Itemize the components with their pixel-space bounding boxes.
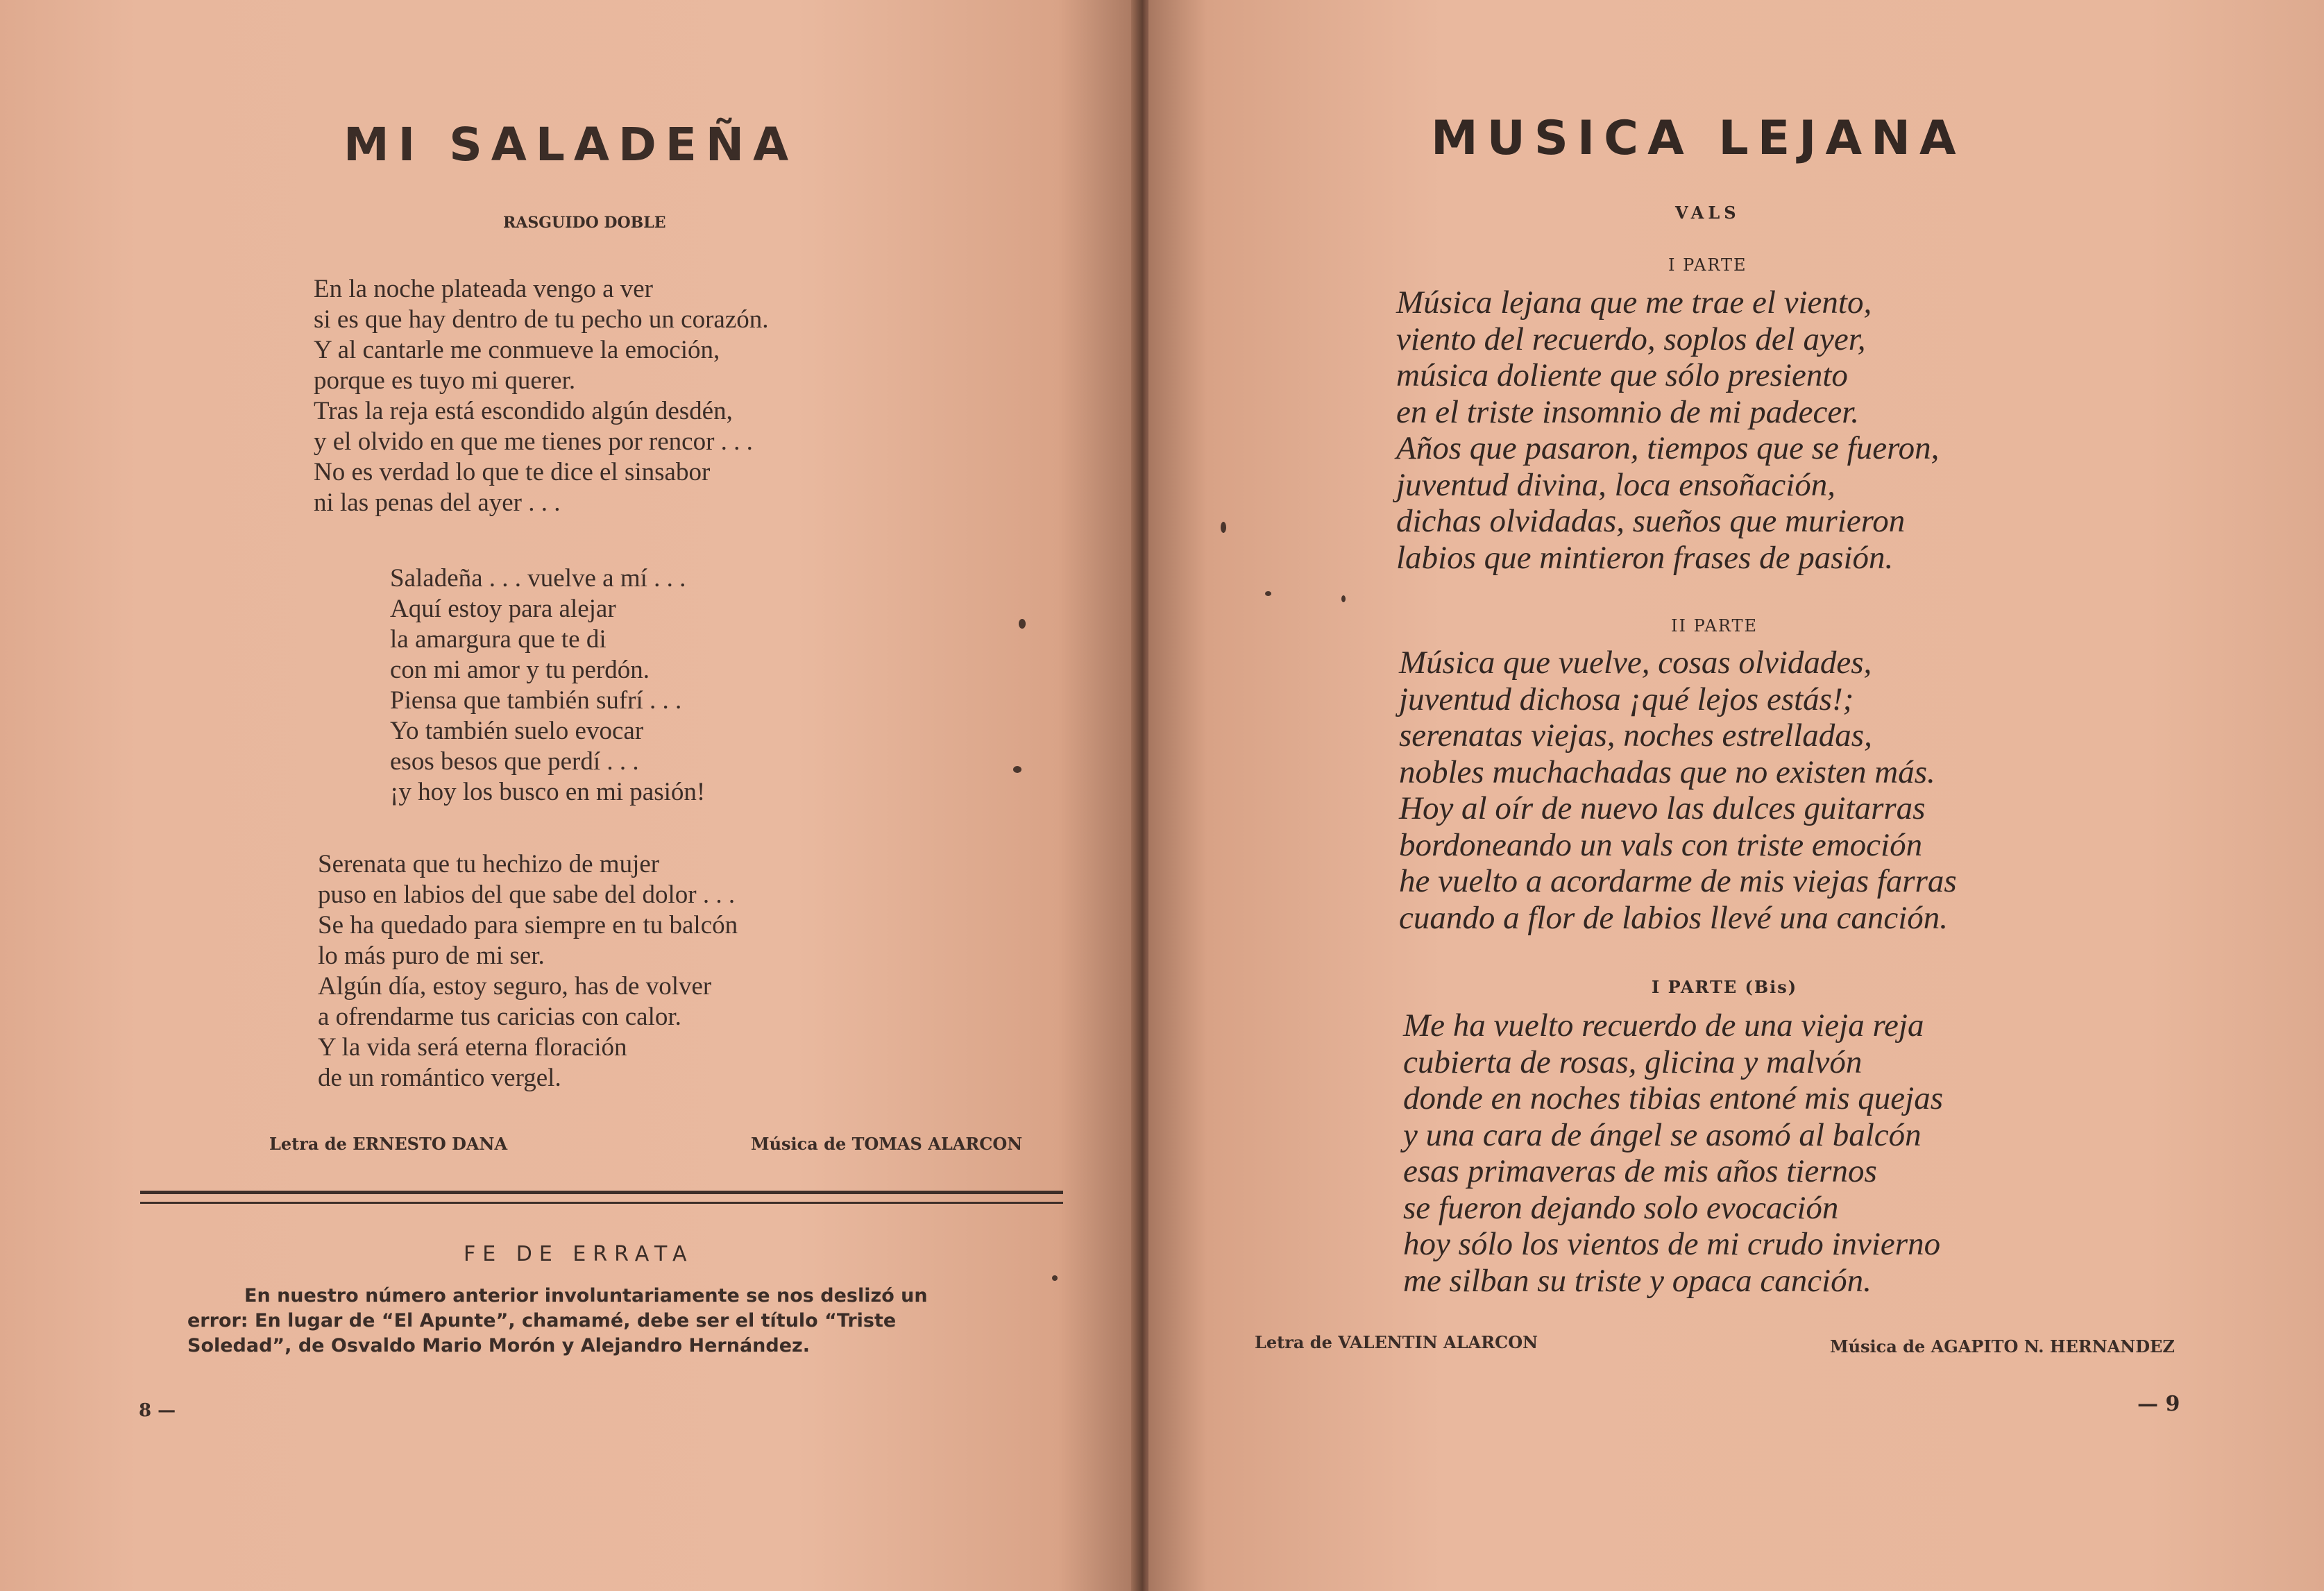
verse-line: viento del recuerdo, soplos del ayer,: [1396, 321, 1866, 357]
ink-speck: [1013, 766, 1021, 773]
verse-line: bordoneando un vals con triste emoción: [1399, 826, 1923, 863]
right-music-credit: Música de AGAPITO N. HERNANDEZ: [1830, 1336, 2175, 1356]
verse-line: con mi amor y tu perdón.: [390, 656, 650, 684]
verse-line: Hoy al oír de nuevo las dulces guitarras: [1399, 790, 1926, 826]
errata-title: FE DE ERRATA: [464, 1242, 694, 1266]
errata-line: En nuestro número anterior involuntariamente se nos deslizó un: [244, 1285, 928, 1307]
verse-line: si es que hay dentro de tu pecho un corazón.: [314, 305, 769, 334]
errata-notice: [187, 1284, 1020, 1359]
verse-line: Se ha quedado para siempre en tu balcón: [318, 911, 738, 939]
ink-speck: [1019, 619, 1026, 629]
left-stanza-2: [390, 563, 705, 808]
left-lyrics-credit: Letra de ERNESTO DANA: [269, 1134, 508, 1154]
divider-rule: [140, 1202, 1063, 1204]
verse-line: donde en noches tibias entoné mis quejas: [1403, 1080, 1943, 1116]
verse-line: de un romántico vergel.: [318, 1064, 561, 1092]
verse-line: Y al cantarle me conmueve la emoción,: [314, 336, 720, 364]
verse-line: y el olvido en que me tienes por rencor . . .: [314, 427, 753, 456]
left-song-title: MI SALADEÑA: [343, 118, 798, 171]
section-label-1: I PARTE: [1668, 255, 1747, 275]
verse-line: En la noche plateada vengo a ver: [314, 275, 653, 303]
left-music-credit: Música de TOMAS ALARCON: [751, 1134, 1023, 1154]
verse-line: labios que mintieron frases de pasión.: [1396, 539, 1894, 576]
verse-line: Yo también suelo evocar: [390, 717, 644, 745]
verse-line: hoy sólo los vientos de mi crudo invierno: [1403, 1226, 1941, 1262]
verse-line: he vuelto a acordarme de mis viejas farras: [1399, 863, 1957, 899]
verse-line: Algún día, estoy seguro, has de volver: [318, 972, 712, 1001]
left-song-genre: RASGUIDO DOBLE: [503, 214, 666, 232]
right-lyrics-credit: Letra de VALENTIN ALARCON: [1255, 1332, 1538, 1352]
verse-line: lo más puro de mi ser.: [318, 942, 545, 970]
verse-line: esas primaveras de mis años tiernos: [1403, 1153, 1877, 1189]
verse-line: Serenata que tu hechizo de mujer: [318, 850, 660, 878]
verse-line: No es verdad lo que te dice el sinsabor: [314, 458, 711, 486]
right-stanza-3: [1403, 1007, 1943, 1299]
left-stanza-1: [314, 274, 769, 518]
verse-line: esos besos que perdí . . .: [390, 747, 639, 776]
verse-line: Música que vuelve, cosas olvidades,: [1399, 645, 1872, 681]
section-label-2: II PARTE: [1671, 616, 1758, 636]
errata-line: Soledad”, de Osvaldo Mario Morón y Alejandro Hernández.: [187, 1335, 811, 1356]
verse-line: porque es tuyo mi querer.: [314, 366, 576, 395]
verse-line: ¡y hoy los busco en mi pasión!: [390, 778, 706, 806]
verse-line: me silban su triste y opaca canción.: [1403, 1262, 1872, 1299]
left-page-number: 8 —: [139, 1400, 176, 1421]
verse-line: cuando a flor de labios llevé una canción.: [1399, 899, 1949, 936]
verse-line: música doliente que sólo presiento: [1396, 357, 1848, 393]
right-stanza-1: [1396, 284, 1939, 576]
verse-line: puso en labios del que sabe del dolor . . .: [318, 880, 736, 909]
verse-line: nobles muchachadas que no existen más.: [1399, 754, 1935, 790]
verse-line: Piensa que también sufrí . . .: [390, 686, 682, 715]
errata-line: error: En lugar de “El Apunte”, chamamé, debe ser el título “Triste: [187, 1310, 897, 1331]
left-stanza-3: [318, 849, 738, 1094]
right-stanza-2: [1399, 645, 1957, 936]
verse-line: dichas olvidadas, sueños que murieron: [1396, 503, 1906, 539]
verse-line: juventud divina, loca ensoñación,: [1396, 466, 1836, 503]
verse-line: Años que pasaron, tiempos que se fueron,: [1396, 430, 1940, 466]
verse-line: cubierta de rosas, glicina y malvón: [1403, 1044, 1863, 1080]
ink-speck: [1221, 522, 1226, 533]
right-page-number: — 9: [2137, 1392, 2180, 1416]
verse-line: se fueron dejando solo evocación: [1403, 1189, 1839, 1226]
verse-line: Música lejana que me trae el viento,: [1396, 284, 1872, 321]
right-song-genre: VALS: [1675, 203, 1740, 223]
verse-line: Y la vida será eterna floración: [318, 1033, 627, 1062]
section-label-3: I PARTE (Bis): [1652, 977, 1798, 997]
verse-line: la amargura que te di: [390, 625, 607, 654]
verse-line: Tras la reja está escondido algún desdén,: [314, 397, 733, 425]
verse-line: a ofrendarme tus caricias con calor.: [318, 1003, 681, 1031]
verse-line: juventud dichosa ¡qué lejos estás!;: [1399, 681, 1854, 717]
right-song-title: MUSICA LEJANA: [1431, 111, 1965, 166]
verse-line: en el triste insomnio de mi padecer.: [1396, 393, 1860, 430]
left-page: [0, 0, 1138, 1591]
verse-line: y una cara de ángel se asomó al balcón: [1403, 1116, 1922, 1153]
verse-line: Me ha vuelto recuerdo de una vieja reja: [1403, 1007, 1924, 1044]
verse-line: serenatas viejas, noches estrelladas,: [1399, 717, 1872, 754]
divider-rule: [140, 1191, 1063, 1194]
ink-speck: [1052, 1275, 1058, 1281]
verse-line: Aquí estoy para alejar: [390, 595, 616, 623]
ink-speck: [1341, 595, 1346, 602]
verse-line: ni las penas del ayer . . .: [314, 488, 561, 517]
ink-speck: [1265, 591, 1271, 596]
verse-line: Saladeña . . . vuelve a mí . . .: [390, 564, 686, 593]
